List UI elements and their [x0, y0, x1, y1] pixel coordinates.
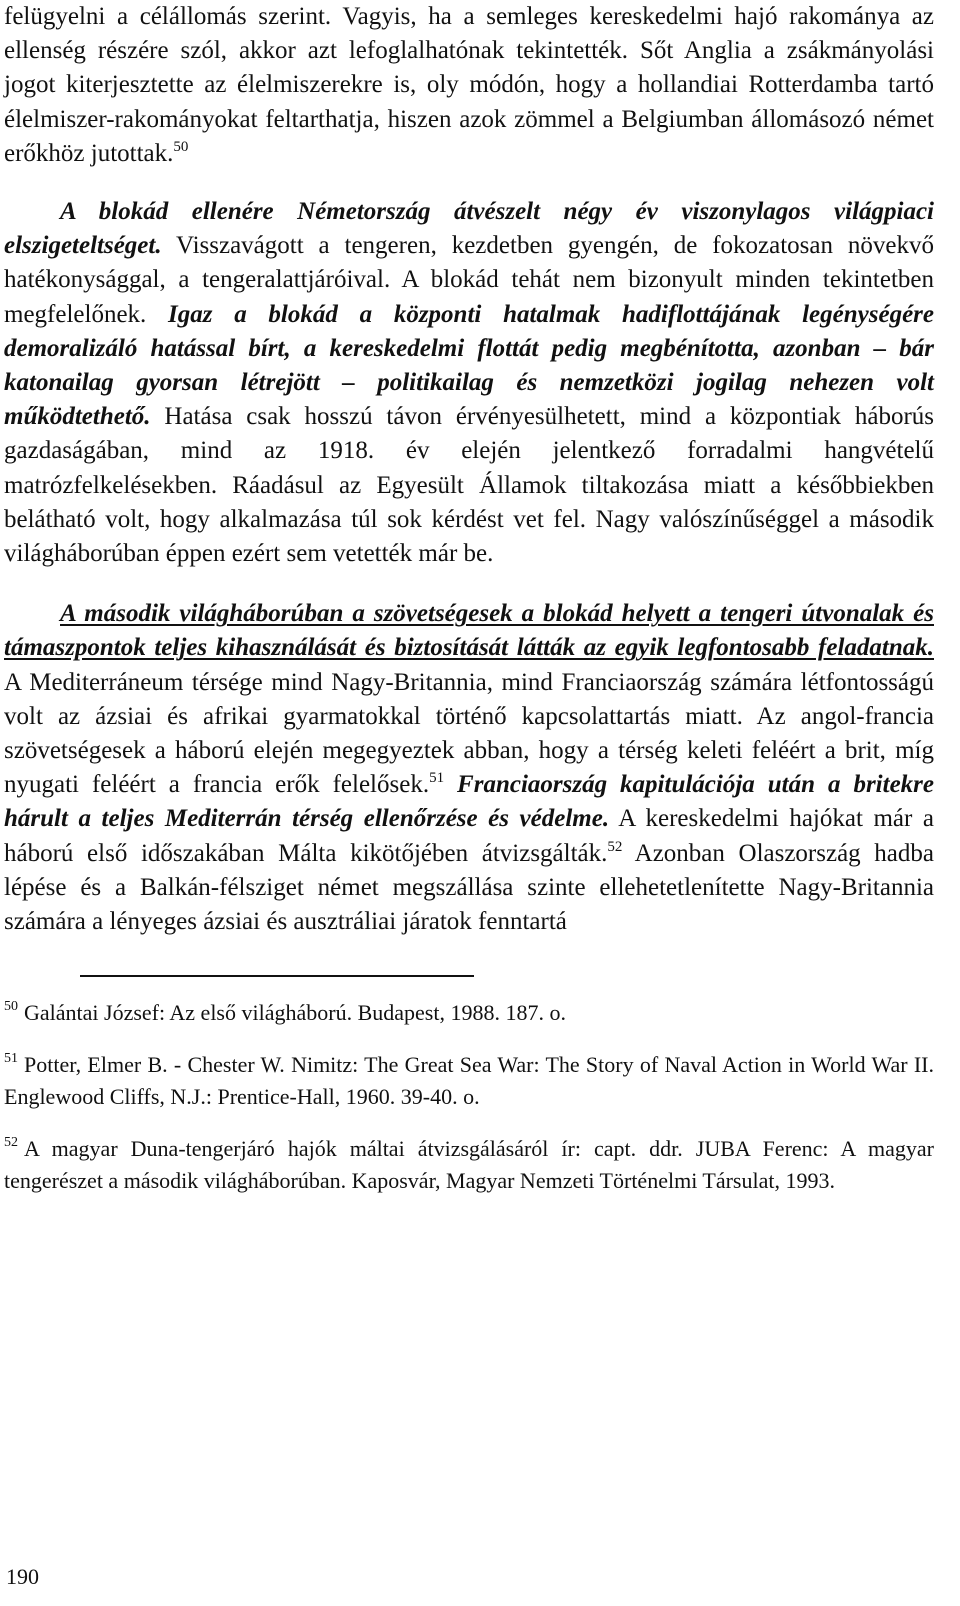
footnote-text: Galántai József: Az első világháború. Budapest, 1988. 187. o. — [24, 1000, 566, 1026]
page-number: 190 — [6, 1564, 39, 1589]
emphasis-text: Franciaország kapitulációja után a britekre hárult a teljes Mediterrán térség ellenőrzése és védelme. — [4, 771, 934, 833]
emphasis-text: A második világháborúban a szövetségesek a blokád helyett a tengeri útvonalak és támaszpontok teljes kihasználását és biztosítását látták az egyik legfontosabb feladatnak. — [4, 600, 934, 662]
footnotes — [4, 997, 934, 1197]
footnote-reference[interactable]: 52 — [607, 838, 623, 855]
body-paragraph-3 — [4, 597, 934, 939]
document-page — [4, 0, 934, 1217]
paragraph-text: Azonban Olaszország hadba lépése és a Balkán-félsziget német megszállása szinte ellehetetlenítette Nagy-Britannia számára a lényeges ázsiai és ausztráliai járatok fenntartá — [4, 839, 934, 936]
body-paragraph-2 — [4, 195, 934, 571]
emphasis-text: A blokád ellenére Németország átvészelt négy év viszonylagos világpiaci elszigeteltséget. — [4, 198, 934, 260]
emphasis-text: Igaz a blokád a központi hatalmak hadiflottájának legénységére demoralizáló hatással bírt, a kereskedelmi flottát pedig megbénította, azonban – bár katonailag gyorsan létrejött – politikailag és nemzetközi jogilag nehezen volt működtethető. — [4, 300, 934, 431]
footnote-text: Potter, Elmer B. - Chester W. Nimitz: The Great Sea War: The Story of Naval Action in World War II. Englewood Cliffs, N.J.: Prentice-Hall, 1960. 39-40. o. — [4, 1052, 934, 1110]
footnote-text: A magyar Duna-tengerjáró hajók máltai átvizsgálásáról ír: capt. ddr. JUBA Ferenc: A magyar tengerészet a második világháborúban. Kaposvár, Magyar Nemzeti Történelmi Társulat, 1993. — [4, 1136, 934, 1194]
footnote-item — [4, 1133, 934, 1197]
paragraph-text: A Mediterráneum térsége mind Nagy-Britannia, mind Franciaország számára létfontosságú volt az ázsiai és afrikai gyarmatokkal történő kapcsolattartás miatt. Az angol-francia szövetségesek a háború elején megegyeztek abban, hogy a térség keleti feléért a brit, míg nyugati feléért a francia erők felelősek. — [4, 668, 934, 799]
paragraph-text: A kereskedelmi hajókat már a háború első időszakában Málta kikötőjében átvizsgálták. — [4, 805, 934, 867]
footnote-item — [4, 1049, 934, 1113]
footnote-reference[interactable]: 51 — [429, 770, 445, 787]
body-paragraph-1 — [4, 0, 934, 171]
paragraph-text: Visszavágott a tengeren, kezdetben gyengén, de fokozatosan növekvő hatékonysággal, a tengeralattjáróival. A blokád tehát nem bizonyult minden tekintetben megfelelőnek. — [4, 232, 934, 328]
footnote-item — [4, 997, 934, 1029]
footnote-number: 50 — [4, 999, 18, 1015]
paragraph-text: Hatása csak hosszú távon érvényesülhetett, mind a központiak háborús gazdaságában, mind az 1918. év elején jelentkező forradalmi hangvételű matrózfelkelésekben. Ráadásul az Egyesült Államok tiltakozása miatt a későbbiekben belátható volt, hogy alkalmazása túl sok kérdést vet fel. Nagy valószínűséggel a második világháborúban éppen ezért sem vetették már be. — [4, 403, 934, 568]
paragraph-text: felügyelni a célállomás szerint. Vagyis, ha a semleges kereskedelmi hajó rakománya az ellenség részére szól, akkor azt lefoglalhatónak tekintették. Sőt Anglia a zsákmányolási jogot kiterjesztette az élelmiszerekre is, oly módón, hogy a hollandiai Rotterdamba tartó élelmiszer-rakományokat feltarthatja, hiszen azok zömmel a Belgiumban állomásozó német erőkhöz jutottak. — [4, 3, 934, 167]
footnote-number: 51 — [4, 1051, 18, 1067]
footnote-reference[interactable]: 50 — [173, 138, 189, 155]
footnote-separator — [80, 975, 474, 977]
footnote-number: 52 — [4, 1135, 18, 1151]
